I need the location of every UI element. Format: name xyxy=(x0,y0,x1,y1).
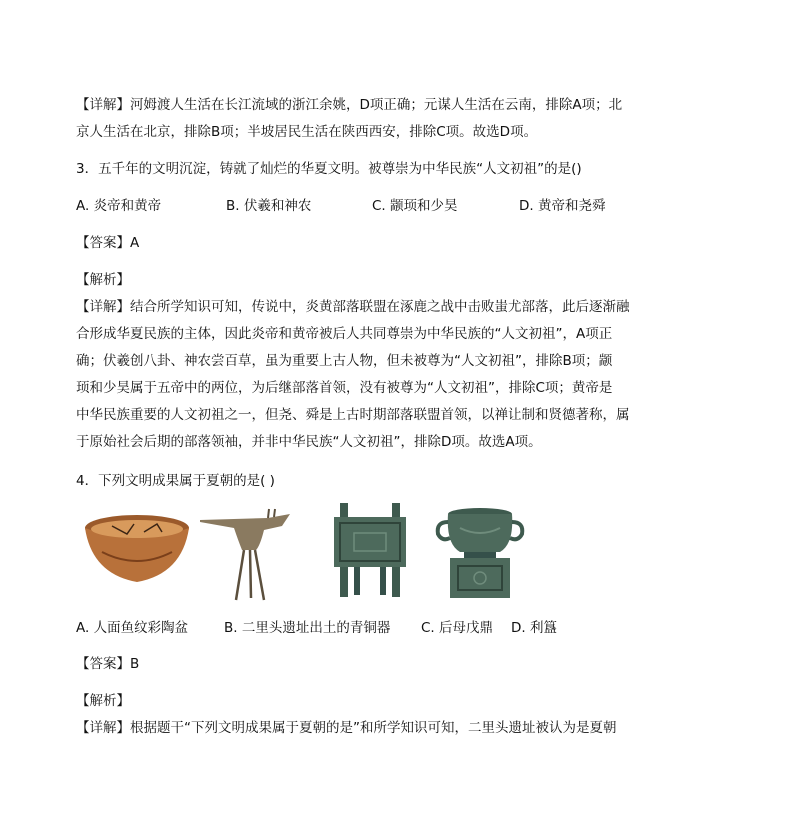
question-4-stem: 4．下列文明成果属于夏朝的是( ) xyxy=(76,473,275,489)
q4-explanation-line-1: 【详解】根据题干“下列文明成果属于夏朝的是”和所学知识可知，二里头遗址被认为是夏朝 xyxy=(76,720,617,736)
q3-option-b: B. 伏羲和神农 xyxy=(226,198,312,214)
q4-option-b: B. 二里头遗址出土的青铜器 xyxy=(224,620,391,636)
q3-explanation-line-6: 于原始社会后期的部落领袖，并非中华民族“人文初祖”，排除D项。故选A项。 xyxy=(76,434,542,450)
q3-explanation-line-1: 【详解】结合所学知识可知，传说中，炎黄部落联盟在涿鹿之战中击败蚩尤部落，此后逐渐融 xyxy=(76,299,630,315)
q3-explanation-line-2: 合形成华夏民族的主体，因此炎帝和黄帝被后人共同尊崇为中华民族的“人文初祖”，A项正 xyxy=(76,326,613,342)
q3-option-d: D. 黄帝和尧舜 xyxy=(519,198,606,214)
bronze-gui-image xyxy=(434,504,526,600)
q4-option-a: A. 人面鱼纹彩陶盆 xyxy=(76,620,189,636)
bronze-jue-image xyxy=(198,506,308,602)
q4-option-c: C. 后母戊鼎 xyxy=(421,620,494,636)
q3-option-a: A. 炎帝和黄帝 xyxy=(76,198,162,214)
q3-analysis-label: 【解析】 xyxy=(76,272,130,288)
q4-answer: 【答案】B xyxy=(76,656,140,672)
question-3-stem: 3．五千年的文明沉淀，铸就了灿烂的华夏文明。被尊崇为中华民族“人文初祖”的是() xyxy=(76,161,582,177)
q2-explanation-line-1: 【详解】河姆渡人生活在长江流域的浙江余姚，D项正确；元谋人生活在云南，排除A项；北 xyxy=(76,97,623,113)
q3-explanation-line-5: 中华民族重要的人文初祖之一，但尧、舜是上古时期部落联盟首领，以禅让制和贤德著称，属 xyxy=(76,407,630,423)
q3-option-c: C. 颛顼和少昊 xyxy=(372,198,458,214)
q4-analysis-label: 【解析】 xyxy=(76,693,130,709)
pottery-basin-image xyxy=(82,512,192,587)
q4-option-d: D. 利簋 xyxy=(511,620,557,636)
q3-answer: 【答案】A xyxy=(76,235,140,251)
q3-explanation-line-4: 顼和少昊属于五帝中的两位，为后继部落首领，没有被尊为“人文初祖”，排除C项；黄帝是 xyxy=(76,380,613,396)
bronze-ding-image xyxy=(330,503,410,599)
q3-explanation-line-3: 确；伏羲创八卦、神农尝百草，虽为重要上古人物，但未被尊为“人文初祖”，排除B项；颛 xyxy=(76,353,613,369)
q2-explanation-line-2: 京人生活在北京，排除B项；半坡居民生活在陕西西安，排除C项。故选D项。 xyxy=(76,124,538,140)
